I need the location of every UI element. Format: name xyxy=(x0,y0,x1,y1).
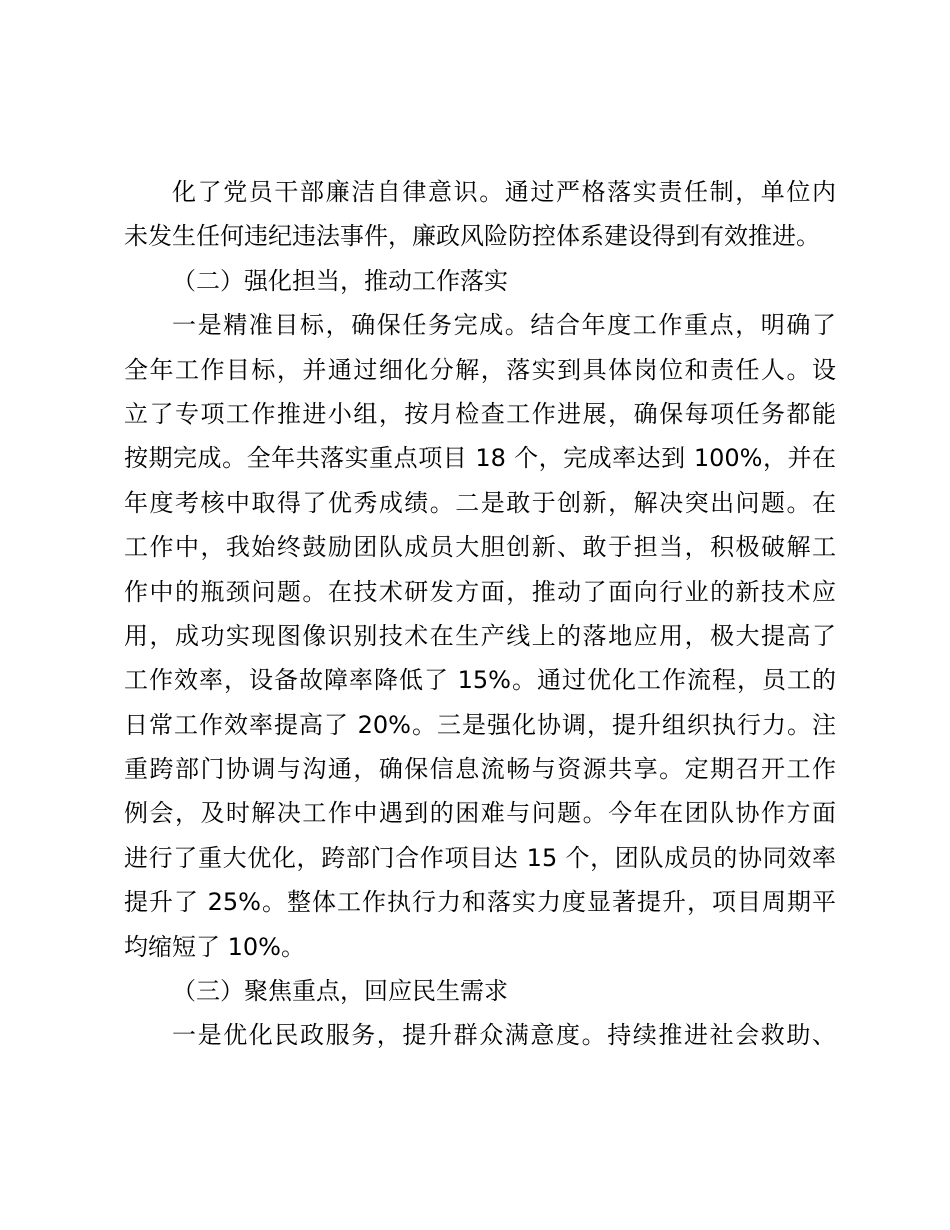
text-line: 立了专项工作推进小组，按月检查工作进展，确保每项任务都能 xyxy=(124,399,836,428)
text-line: 工作中，我始终鼓励团队成员大胆创新、敢于担当，积极破解工 xyxy=(124,533,836,562)
text-line: 一是精准目标，确保任务完成。结合年度工作重点，明确了 xyxy=(172,311,836,340)
text-line: 日常工作效率提高了 20%。三是强化协调，提升组织执行力。注 xyxy=(124,710,836,739)
text-line: 年度考核中取得了优秀成绩。二是敢于创新，解决突出问题。在 xyxy=(124,488,836,517)
text-line: 均缩短了 10%。 xyxy=(124,932,305,961)
text-line: 提升了 25%。整体工作执行力和落实力度显著提升，项目周期平 xyxy=(124,888,836,917)
text-line: 一是优化民政服务，提升群众满意度。持续推进社会救助、 xyxy=(172,1021,836,1050)
text-line: 未发生任何违纪违法事件，廉政风险防控体系建设得到有效推进。 xyxy=(124,222,820,251)
text-line: 作中的瓶颈问题。在技术研发方面，推动了面向行业的新技术应 xyxy=(124,577,836,606)
text-line: 重跨部门协调与沟通，确保信息流畅与资源共享。定期召开工作 xyxy=(124,755,836,784)
text-line: 例会，及时解决工作中遇到的困难与问题。今年在团队协作方面 xyxy=(124,799,836,828)
text-line: 化了党员干部廉洁自律意识。通过严格落实责任制，单位内 xyxy=(172,178,836,206)
text-line: 进行了重大优化，跨部门合作项目达 15 个，团队成员的协同效率 xyxy=(124,843,836,872)
text-line: 用，成功实现图像识别技术在生产线上的落地应用，极大提高了 xyxy=(124,621,836,650)
section-heading: （二）强化担当，推动工作落实 xyxy=(172,266,508,295)
text-line: 工作效率，设备故障率降低了 15%。通过优化工作流程，员工的 xyxy=(124,666,836,695)
section-heading: （三）聚焦重点，回应民生需求 xyxy=(172,977,508,1006)
text-line: 按期完成。全年共落实重点项目 18 个，完成率达到 100%，并在 xyxy=(124,444,836,473)
document-page xyxy=(124,170,836,1058)
text-line: 全年工作目标，并通过细化分解，落实到具体岗位和责任人。设 xyxy=(124,355,836,384)
